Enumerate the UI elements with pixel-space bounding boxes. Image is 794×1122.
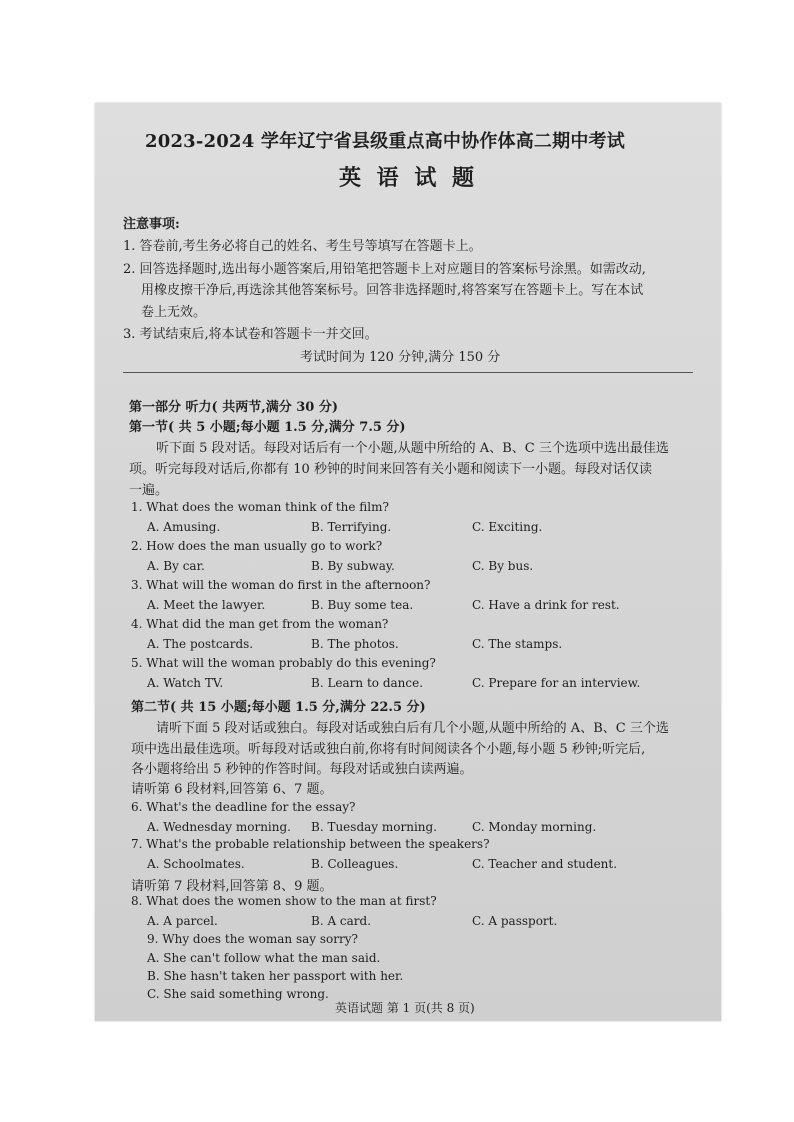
option-a: A. Amusing.	[147, 520, 221, 534]
page-footer: 英语试题 第 1 页(共 8 页)	[335, 1001, 475, 1015]
section2-heading: 第二节( 共 15 小题;每小题 1.5 分,满分 22.5 分)	[131, 700, 426, 715]
option-c: C. By bus.	[472, 559, 534, 573]
option-c: C. Monday morning.	[472, 820, 597, 834]
section2-intro: 请听下面 5 段对话或独白。每段对话或独白后有几个小题,从题中所给的 A、B、C 三个选	[156, 721, 669, 736]
exam-info: 考试时间为 120 分钟,满分 150 分	[300, 350, 501, 365]
option-c: C. Teacher and student.	[472, 857, 618, 871]
note-item: 3. 考试结束后,将本试卷和答题卡一并交回。	[123, 327, 378, 342]
option-a: A. A parcel.	[147, 914, 218, 928]
option-b: B. Learn to dance.	[311, 676, 424, 690]
section2-intro: 各小题将给出 5 秒钟的作答时间。每段对话或独白读两遍。	[131, 762, 473, 777]
material-6-instruction: 请听第 6 段材料,回答第 6、7 题。	[131, 782, 333, 797]
option-b: B. Tuesday morning.	[311, 820, 437, 834]
note-item: 2. 回答选择题时,选出每小题答案后,用铅笔把答题卡上对应题目的答案标号涂黑。如需改动,	[123, 262, 646, 277]
option-b: B. The photos.	[311, 637, 399, 651]
question-8: 8. What does the women show to the man at first?	[131, 894, 437, 908]
question-9: 9. Why does the woman say sorry?	[147, 932, 358, 946]
option-a: A. The postcards.	[147, 637, 254, 651]
section1-intro: 一遍。	[129, 483, 169, 498]
option-b: B. A card.	[311, 914, 372, 928]
option-c: C. She said something wrong.	[147, 987, 329, 1001]
exam-subtitle: 英 语 试 题	[339, 165, 478, 191]
question-4: 4. What did the man get from the woman?	[131, 617, 389, 631]
section1-heading: 第一节( 共 5 小题;每小题 1.5 分,满分 7.5 分)	[129, 420, 406, 435]
part1-heading: 第一部分 听力( 共两节,满分 30 分)	[129, 400, 339, 415]
option-c: C. The stamps.	[472, 637, 563, 651]
option-b: B. Terrifying.	[311, 520, 392, 534]
material-7-instruction: 请听第 7 段材料,回答第 8、9 题。	[131, 879, 333, 894]
question-5: 5. What will the woman probably do this evening?	[131, 656, 436, 670]
exam-page	[95, 103, 721, 1021]
option-a: A. Schoolmates.	[147, 857, 245, 871]
option-b: B. She hasn't taken her passport with her.	[147, 969, 404, 983]
note-item: 1. 答卷前,考生务必将自己的姓名、考生号等填写在答题卡上。	[123, 239, 482, 254]
section2-intro: 项中选出最佳选项。听每段对话或独白前,你将有时间阅读各个小题,每小题 5 秒钟;听完后,	[131, 742, 646, 757]
option-b: B. Buy some tea.	[311, 598, 414, 612]
option-c: C. Have a drink for rest.	[472, 598, 620, 612]
note-item: 卷上无效。	[141, 305, 207, 320]
section1-intro: 听下面 5 段对话。每段对话后有一个小题,从题中所给的 A、B、C 三个选项中选出最佳选	[156, 441, 669, 456]
option-c: C. Exciting.	[472, 520, 543, 534]
notes-heading: 注意事项:	[123, 217, 180, 232]
question-7: 7. What's the probable relationship between the speakers?	[131, 837, 490, 851]
option-a: A. Meet the lawyer.	[147, 598, 266, 612]
option-a: A. She can't follow what the man said.	[147, 951, 381, 965]
question-1: 1. What does the woman think of the film?	[131, 500, 389, 514]
exam-title: 2023-2024 学年辽宁省县级重点高中协作体高二期中考试	[145, 131, 625, 152]
option-a: A. Watch TV.	[147, 676, 224, 690]
note-item: 用橡皮擦干净后,再选涂其他答案标号。回答非选择题时,将答案写在答题卡上。写在本试	[141, 283, 644, 298]
option-b: B. By subway.	[311, 559, 395, 573]
option-b: B. Colleagues.	[311, 857, 399, 871]
question-3: 3. What will the woman do first in the afternoon?	[131, 578, 431, 592]
question-2: 2. How does the man usually go to work?	[131, 539, 383, 553]
section1-intro: 项。听完每段对话后,你都有 10 秒钟的时间来回答有关小题和阅读下一小题。每段对话仅读	[129, 462, 652, 477]
option-a: A. Wednesday morning.	[147, 820, 291, 834]
option-c: C. Prepare for an interview.	[472, 676, 641, 690]
question-6: 6. What's the deadline for the essay?	[131, 800, 356, 814]
option-c: C. A passport.	[472, 914, 558, 928]
divider-line	[123, 372, 693, 373]
option-a: A. By car.	[147, 559, 205, 573]
